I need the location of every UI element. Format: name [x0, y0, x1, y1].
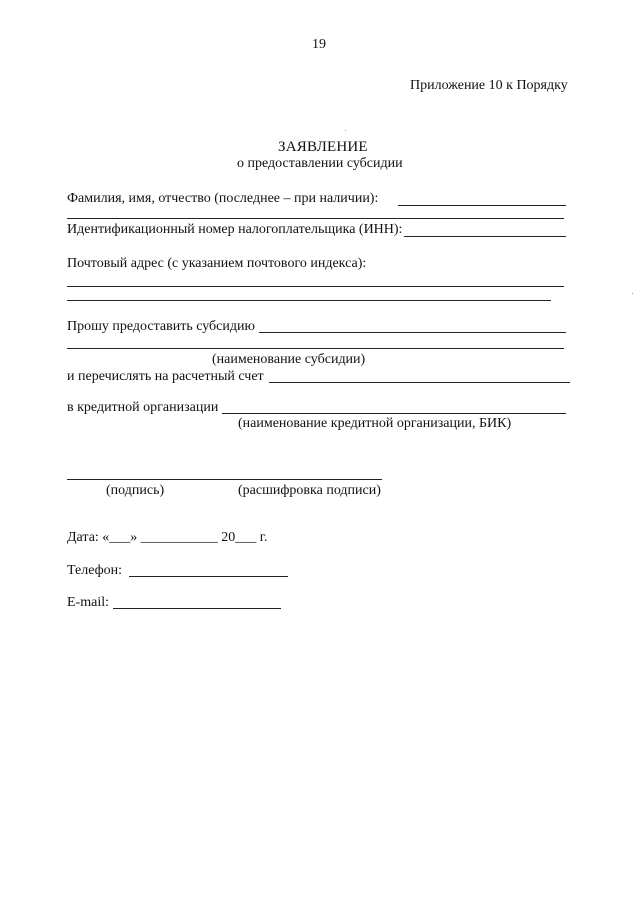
address-label: Почтовый адрес (с указанием почтового индекса): — [67, 256, 367, 271]
inn-field-line[interactable] — [404, 236, 566, 237]
scan-speck — [632, 293, 633, 294]
appendix-label: Приложение 10 к Порядку — [410, 78, 568, 93]
inn-label: Идентификационный номер налогоплательщика (ИНН): — [67, 222, 403, 237]
fio-label: Фамилия, имя, отчество (последнее – при наличии): — [67, 191, 379, 206]
document-subtitle: о предоставлении субсидии — [237, 156, 403, 171]
phone-label: Телефон: — [67, 563, 123, 578]
fio-field-line[interactable] — [398, 205, 566, 206]
subsidy-field-line[interactable] — [259, 332, 566, 333]
document-title: ЗАЯВЛЕНИЕ — [278, 139, 368, 155]
signature-decode-caption: (расшифровка подписи) — [238, 483, 381, 498]
bank-field-line[interactable] — [222, 413, 566, 414]
scan-speck — [345, 130, 346, 131]
page-number: 19 — [312, 37, 326, 52]
fio-field-line-2[interactable] — [67, 218, 564, 219]
subsidy-request-label: Прошу предоставить субсидию — [67, 319, 255, 334]
subsidy-field-line-2[interactable] — [67, 348, 564, 349]
address-field-line-1[interactable] — [67, 286, 564, 287]
account-field-line[interactable] — [269, 382, 570, 383]
bank-label: в кредитной организации — [67, 400, 219, 415]
phone-field-line[interactable] — [129, 576, 288, 577]
email-field-line[interactable] — [113, 608, 281, 609]
signature-caption: (подпись) — [106, 483, 165, 498]
account-label: и перечислять на расчетный счет — [67, 369, 264, 384]
bank-caption: (наименование кредитной организации, БИК) — [238, 416, 512, 431]
address-field-line-2[interactable] — [67, 300, 551, 301]
signature-line[interactable] — [67, 479, 382, 480]
date-label: Дата: «___» ___________ 20___ г. — [67, 530, 268, 545]
email-label: E-mail: — [67, 595, 109, 610]
subsidy-caption: (наименование субсидии) — [212, 352, 366, 367]
